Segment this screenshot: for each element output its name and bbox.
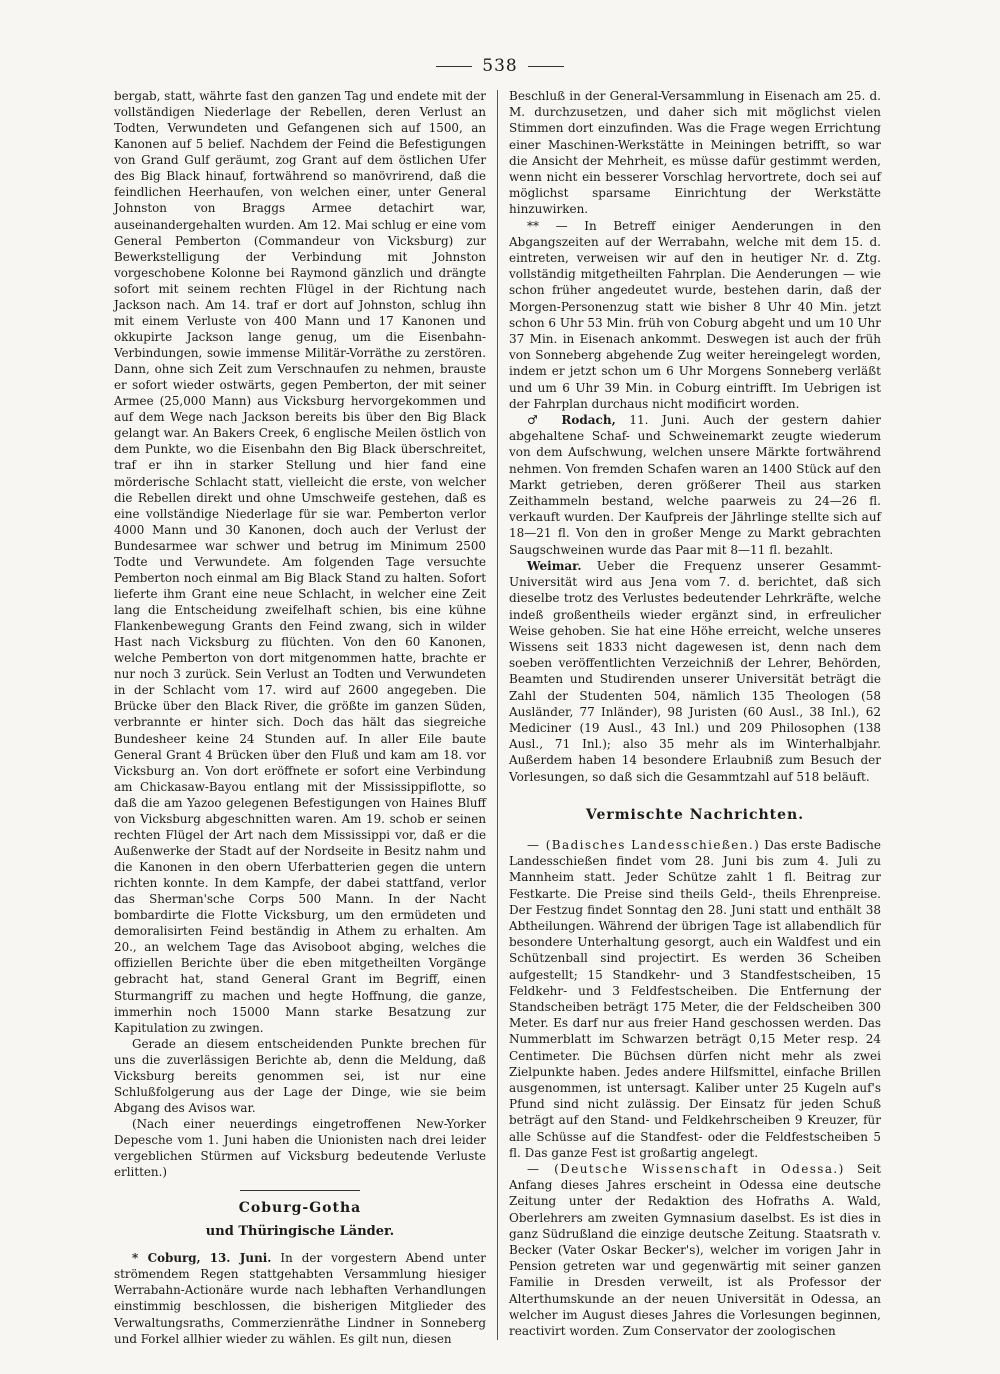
section-title-coburg-gotha: Coburg-Gotha [238,1200,362,1217]
coburg-text: In der vorgestern Abend unter strömendem Regen stattgehabten Versammlung hiesiger Werrabahn-Actionäre wurde nach lebhaften Verhandlungen einstimmig beschlossen, die bisherigen Mitglieder des Verwaltungsraths, Commerzienräthe Lindner in Sonneberg und Forkel allhier wieder zu wählen. Es gilt nun, diesen [114,1251,486,1346]
new-york-dispatch-paragraph: (Nach einer neuerdings eingetroffenen New-Yorker Depesche vom 1. Juni haben die Unionisten nach drei leider vergeblichen Stürmen auf Vicksburg bedeutende Verluste erlitten.) [114,1117,486,1180]
coburg-continuation-paragraph: Beschluß in der General-Versammlung in Eisenach am 25. d. M. durchzusetzen, und daher sich mit möglichst vielen Stimmen dort einzufinden. Was die Frage wegen Errichtung einer Maschinen-Werkstätte in Meiningen betrifft, so war die Ansicht der Mehrheit, es müsse dafür gestimmt werden, wenn nicht ein besserer Vorschlag hervortrete, doch sei auf möglichst sparsame Einrichtung der Werkstätte hinzuwirken. [509,89,881,217]
werrabahn-schedule-paragraph: ** — In Betreff einiger Aenderungen in den Abgangszeiten auf der Werrabahn, welche mit dem 15. d. eintreten, verweisen wir auf den in heutiger Nr. d. Ztg. vollständig mitgetheilten Fahrplan. Die Aenderungen — wie schon früher angedeutet wurde, bestehen darin, daß der Morgen-Personenzug statt wie bisher 8 Uhr 40 Min. jetzt schon 6 Uhr 53 Min. früh von Coburg abgeht und um 10 Uhr 37 Min. in Eisenach ankommt. Deswegen ist auch der früh von Sonneberg abgehende Zug weiter hereingelegt worden, indem er jetzt schon um 6 Uhr Morgens Sonneberg verläßt und um 6 Uhr 39 Min. in Coburg eintrifft. Im Uebrigen ist der Fahrplan durchaus nicht modificirt worden. [509,218,881,411]
odessa-text: Seit Anfang dieses Jahres erscheint in Odessa eine deutsche Zeitung unter der Redaktion des Hofraths A. Wald, Oberlehrers am zweiten Gymnasium daselbst. Es ist dies in ganz Südrußland die einzige deutsche Zeitung. Staatsrath v. Becker (Vater Oskar Becker's), welcher im vorigen Jahr in Pension getreten war und gegenwärtig mit seiner ganzen Familie in Dresden verweilt, ist als Professor der Alterthumskunde an der neuen Universität in Odessa, an welcher im August dieses Jahres die Vorlesungen beginnen, reactivirt worden. Zum Conservator der zoologischen [509,1162,881,1339]
weimar-text: Ueber die Frequenz unserer Gesammt-Universität wird aus Jena vom 7. d. berichtet, daß sich dieselbe trotz des Verlustes bedeutender Lehrkräfte, welche indeß großentheils wieder ergänzt sind, in erfreulicher Weise gehoben. Sie hat eine Höhe erreicht, welche unseres Wissens seit 1833 nicht dagewesen ist, denn nach dem soeben veröffentlichten Verzeichniß der Lehrer, Behörden, Beamten und Studirenden unserer Universität beträgt die Zahl der Studenten 504, nämlich 135 Theologen (58 Ausländer, 77 Inländer), 98 Juristen (60 Ausl., 38 Inl.), 62 Mediciner (19 Ausl., 43 Inl.) und 209 Philosophen (138 Ausl., 71 Inl.); also 35 mehr als im Winterhalbjahr. Außerdem haben 14 besondere Erlaubniß zum Besuch der Vorlesungen, so daß sich die Gesammtzahl auf 518 beläuft. [509,558,881,784]
page-number-line [0,56,1000,76]
baden-headline: — (Badisches Landesschießen.) [527,837,761,852]
vicksburg-report-paragraph: bergab, statt, währte fast den ganzen Tag und endete mit der vollständigen Niederlage der Rebellen, deren Verlust an Todten, Verwundeten und Gefangenen sich auf 1500, an Kanonen auf 5 belief. Nachdem der Feind die Befestigungen von Grand Gulf geräumt, zog Grant auf dem östlichen Ufer des Big Black hinauf, fortwährend so manövrirend, daß die feindlichen Heerhaufen, von welchen einer, unter General Johnston von Braggs Armee detachirt war, auseinandergehalten wurden. Am 12. Mai schlug er eine vom General Pemberton (Commandeur von Vicksburg) zur Bewerkstelligung der Verbindung mit Johnston vorgeschobene Kolonne bei Raymond gänzlich und drängte sofort mit seinem rechten Flügel in der Richtung nach Jackson nach. Am 14. traf er dort auf Johnston, schlug ihn mit einem Verluste von 400 Mann und 17 Kanonen und okkupirte Jackson lange genug, um die Eisenbahn-Verbindungen, sowie immense Militär-Vorräthe zu zerstören. Dann, ohne sich Zeit zum Verschnaufen zu nehmen, brauste er sofort wieder ostwärts, gegen Pemberton, der mit seiner Armee (25,000 Mann) aus Vicksburg hervorgekommen und auf dem Wege nach Jackson bereits bis über den Big Black gelangt war. An Bakers Creek, 6 englische Meilen östlich von dem Punkte, wo die Eisenbahn den Big Black überschreitet, traf er ihn in starker Stellung und hier fand eine mörderische Schlacht statt, vielleicht die erste, von welcher die Rebellen direkt und ohne Umschweife gestehen, daß es eine vollständige Niederlage für sie war. Pemberton verlor 4000 Mann und 30 Kanonen, doch auch der Verlust der Bundesarmee war schwer und betrug im Minimum 2500 Todte und Verwundete. Am folgenden Tage versuchte Pemberton noch einmal am Big Black Stand zu halten. Sofort lieferte ihm Grant eine neue Schlacht, in welcher eine Zeit lang die Entscheidung zweifelhaft schien, bis eine kühne Flankenbewegung Grants den Feind zwang, sich in wilder Hast nach Vicksburg zu flüchten. Von den 60 Kanonen, welche Pemberton von dort mitgenommen hatte, brachte er nur noch 3 zurück. Sein Verlust an Todten und Verwundeten in der Schlacht vom 17. wird auf 2600 angegeben. Die Brücke über den Black River, die größte im ganzen Süden, verbrannte er hinter sich. Doch das hält das siegreiche Bundesheer keine 24 Stunden auf. In aller Eile baute General Grant 4 Brücken über den Fluß und kam am 18. vor Vicksburg an. Von dort eröffnete er sofort eine Verbindung am Chickasaw-Bayou entlang mit der Mississippiflotte, so daß die am Yazoo gelegenen Befestigungen von Haines Bluff von Vicksburg abgeschnitten waren. Am 19. schob er seinen rechten Flügel der Art nach dem Mississippi vor, daß er die Außenwerke der Stadt auf der Nordseite in Besitz nahm und die Kanonen in den obern Uferbatterien gegen die untern richten konnte. In dem Kampfe, der dabei stattfand, verlor das Sherman'sche Corps 500 Mann. In der Nacht bombardirte die Flotte Vicksburg, um den ermüdeten und demoralisirten Feind beständig in Athem zu erhalten. Am 20., an welchem Tage das Avisoboot abging, welches die offiziellen Berichte über die eben mitgetheilten Vorgänge gebracht hat, stand General Grant im Begriff, einen Sturmangriff zu machen und hegte Hoffnung, die ganze, immerhin noch 15000 Mann starke Besatzung zur Kapitulation zu zwingen. [114,89,486,1035]
rodach-text: 11. Juni. Auch der gestern dahier abgehaltene Schaf- und Schweinemarkt zeugte wiederum von dem Aufschwung, welchen unsere Märkte fortwährend nehmen. Von fremden Schafen waren an 1400 Stück auf den Markt getrieben, deren größerer Theil aus starken Zeithammeln bestand, welche paarweis zu 24—26 fl. verkauft wurden. Der Kaufpreis der Jährlinge stellte sich auf 18—21 fl. Von den in großer Menge zu Markt gebrachten Saugschweinen wurde das Paar mit 8—11 fl. bezahlt. [509,413,881,557]
odessa-article [509,1161,881,1339]
section-divider [240,1190,360,1191]
vicksburg-conclusion-paragraph: Gerade an diesem entscheidenden Punkte brechen für uns die zuverlässigen Berichte ab, denn die Meldung, daß Vicksburg bereits genommen sei, ist nur eine Schlußfolgerung aus der Lage der Dinge, wie sie beim Abgang des Avisos war. [114,1036,486,1115]
odessa-headline: — (Deutsche Wissenschaft in Odessa.) [527,1162,845,1176]
rodach-dateline: ♂ Rodach, [527,413,616,428]
right-column [509,88,881,1339]
rodach-article [509,412,881,558]
weimar-dateline: Weimar. [527,558,582,573]
baden-text: Das erste Badische Landesschießen findet vom 28. Juni bis zum 4. Juli zu Mannheim statt. Jeder Schütze zahlt 1 fl. Beitrag zur Festkarte. Die Preise sind theils Geld-, theils Ehrenpreise. Der Festzug findet Sonntag den 28. Juni statt und enthält 38 Abtheilungen. Während der übrigen Tage ist allabendlich für besondere Unterhaltung gesorgt, auch ein Waldfest und ein Schützenball sind projectirt. Es werden 36 Scheiben aufgestellt; 15 Standkehr- und 3 Standfestscheiben, 15 Feldkehr- und 3 Feldfestscheiben. Die Entfernung der Standscheiben beträgt 175 Meter, die der Feldscheiben 300 Meter. Es darf nur aus freier Hand geschossen werden. Das Nummerblatt im Schwarzen beträgt 0,15 Meter resp. 24 Centimeter. Die Büchsen dürfen nicht mehr als zwei Zielpunkte haben. Jedes andere Hilfsmittel, einfache Brillen ausgenommen, ist untersagt. Kaliber unter 25 Kugeln auf's Pfund sind nicht zulässig. Der Einsatz für jeden Schuß beträgt auf den Stand- und Feldkehrscheiben 9 Kreuzer, für alle Schüsse auf die Standfest- oder die Feldfestscheiben 5 fl. Das ganze Fest ist großartig angelegt. [509,837,881,1160]
baden-article [509,837,881,1161]
page-number-dash-right [528,66,564,67]
coburg-date: 13. Juni. [209,1251,272,1266]
coburg-dateline: * Coburg, [132,1251,201,1266]
page-number-dash-left [436,66,472,67]
section-subtitle: und Thüringische Länder. [205,1224,395,1240]
weimar-article [509,558,881,785]
page-number: 538 [482,56,518,76]
coburg-article [114,1250,486,1346]
left-column [114,88,486,1347]
section-title-vermischte-nachrichten: Vermischte Nachrichten. [585,806,805,823]
column-divider [497,90,498,1340]
